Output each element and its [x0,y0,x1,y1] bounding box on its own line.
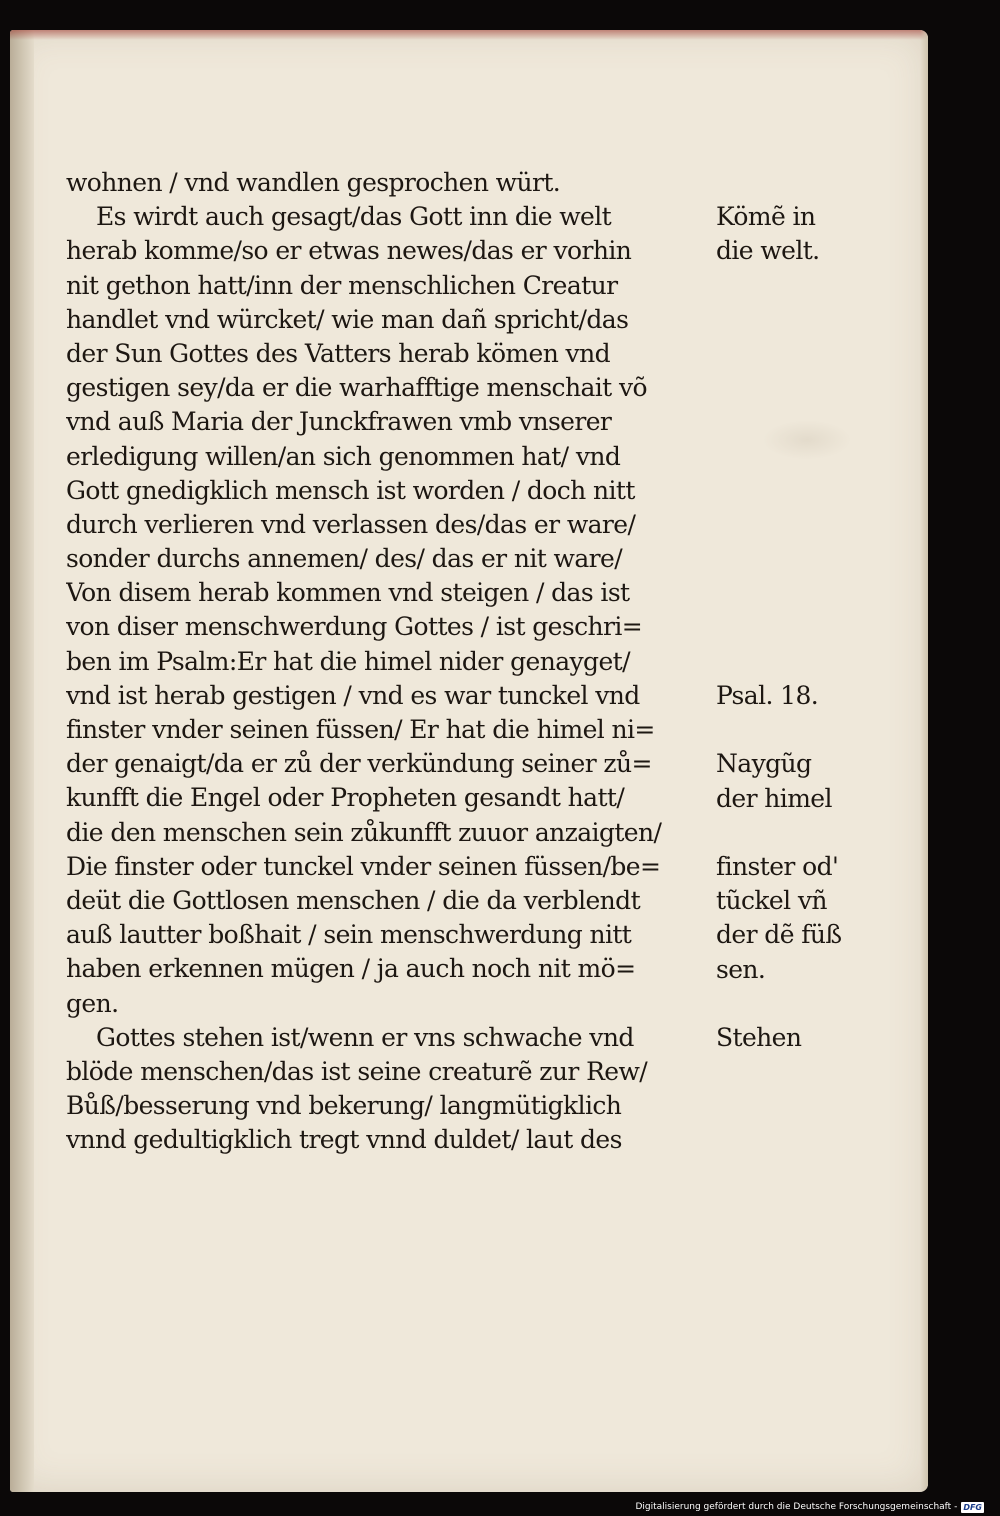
marginal-note [716,850,842,987]
marginal-note [716,200,820,268]
text-line: finster vnder seinen füssen/ Er hat die himel ni= [66,715,655,744]
text-line: wohnen / vnd wandlen gesprochen würt. [66,168,561,197]
marginal-note [716,747,832,815]
text-line: gestigen sey/da er die warhafftige menschait võ [66,373,647,403]
marginal-note-line: Stehen [716,1023,802,1052]
text-line: die den menschen sein zůkunfft zuuor anzaigten/ [66,817,662,847]
marginal-note-line: die welt. [716,236,820,266]
text-line: herab komme/so er etwas newes/das er vorhin [66,236,632,266]
text-line: der genaigt/da er zů der verkündung seiner zů= [66,749,652,779]
text-line: vnd auß Maria der Junckfrawen vmb vnserer [66,407,612,437]
marginal-note-line: finster od' [716,852,839,881]
text-line: erledigung willen/an sich genommen hat/ vnd [66,441,621,471]
text-line: ben im Psalm:Er hat die himel nider genayget/ [66,646,630,676]
text-line: vnnd gedultigklich tregt vnnd duldet/ laut des [66,1125,622,1155]
text-line: handlet vnd würcket/ wie man dañ spricht/das [66,304,629,334]
marginal-note-line: sen. [716,954,766,984]
book-page [10,30,928,1492]
marginal-note-line: tũckel vñ [716,886,827,916]
marginal-note-line: Kömẽ in [716,202,816,232]
text-line: blöde menschen/das ist seine creaturẽ zur Rew/ [66,1056,648,1086]
text-line: nit gethon hatt/inn der menschlichen Creatur [66,270,618,300]
text-line: von diser menschwerdung Gottes / ist geschri= [66,612,643,642]
text-line: Die finster oder tunckel vnder seinen füssen/be= [66,851,661,881]
text-line: vnd ist herab gestigen / vnd es war tunckel vnd [66,680,640,710]
marginal-note-line: der himel [716,783,832,813]
text-line: Es wirdt auch gesagt/das Gott inn die welt [96,202,612,232]
marginal-note [716,1021,801,1055]
page-top-edge [10,30,928,40]
marginal-note [716,679,818,713]
text-line: deüt die Gottlosen menschen / die da verblendt [66,885,641,915]
show-through-smudge [762,420,852,460]
footer-credit-text: Digitalisierung gefördert durch die Deutsche Forschungsgemeinschaft - [635,1502,958,1512]
marginal-note-line: Psal. 18. [716,681,819,710]
text-line: Von disem herab kommen vnd steigen / das ist [66,578,630,608]
text-line: Gottes stehen ist/wenn er vns schwache vnd [96,1022,634,1052]
text-line: auß lautter boßhait / sein menschwerdung nitt [66,920,632,950]
text-line: der Sun Gottes des Vatters herab kömen vnd [66,338,610,368]
page-right-edge [920,30,928,1492]
text-line: durch verlieren vnd verlassen des/das er ware/ [66,509,636,539]
digitization-footer [635,1500,984,1514]
text-line: kunfft die Engel oder Propheten gesandt hatt/ [66,783,625,813]
text-line: Bůß/besserung vnd bekerung/ langmütigklich [66,1091,622,1121]
marginal-note-line: der dẽ füß [716,920,842,950]
marginal-note-line: Naygũg [716,749,812,779]
text-line: haben erkennen mügen / ja auch noch nit mö= [66,954,636,984]
text-line: gen. [66,988,119,1018]
text-line: sonder durchs annemen/ des/ das er nit ware/ [66,544,623,574]
page-gutter [10,30,34,1492]
text-line: Gott gnedigklich mensch ist worden / doch nitt [66,475,635,505]
body-text-column [66,166,706,1157]
dfg-logo: DFG [963,1502,982,1512]
